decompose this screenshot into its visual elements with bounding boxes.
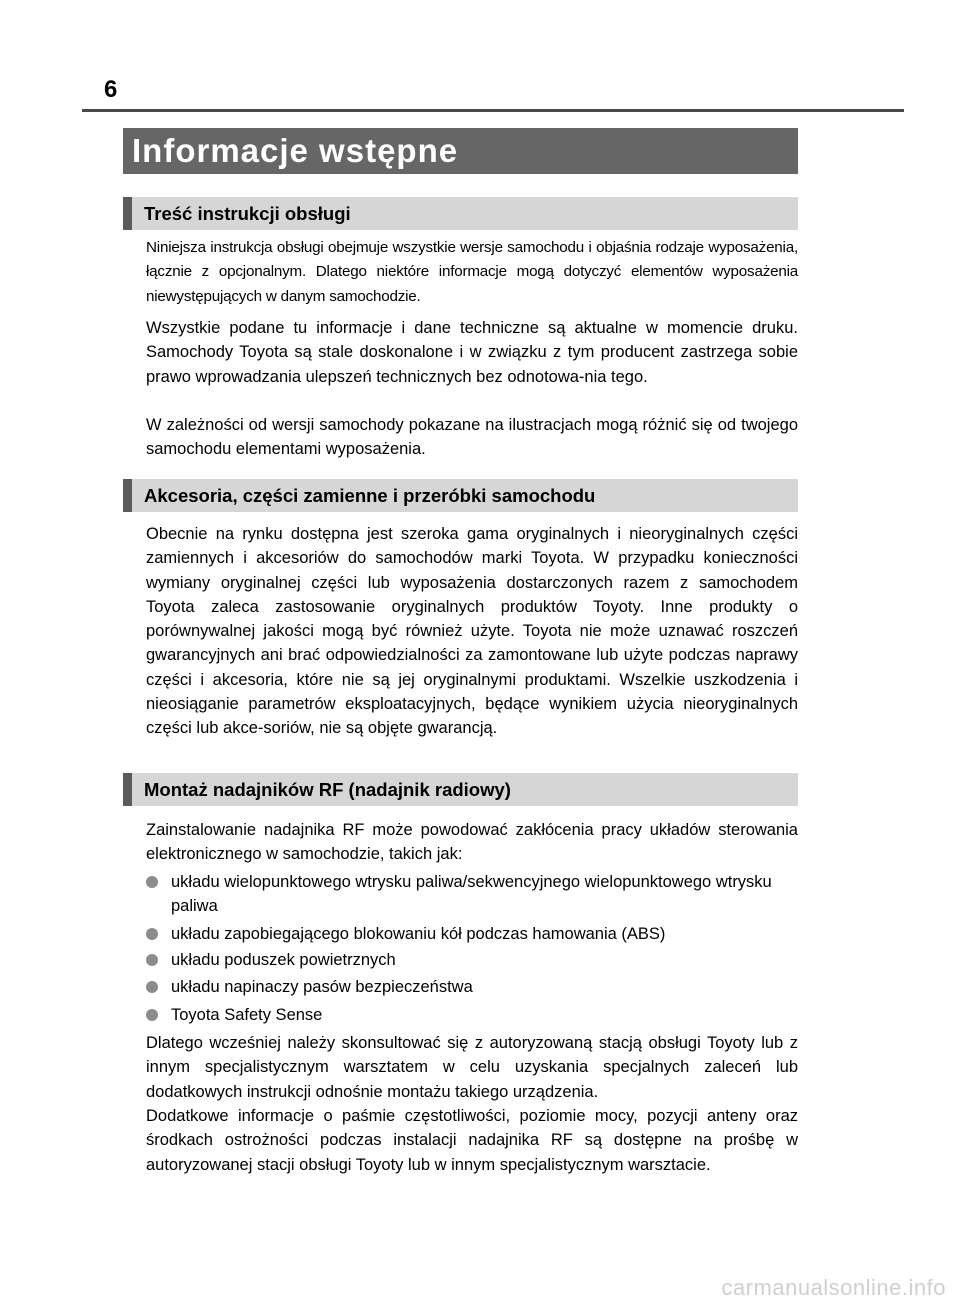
- paragraph: Niniejsza instrukcja obsługi obejmuje wszystkie wersje samochodu i objaśnia rodzaje wyposażenia, łącznie z opcjonalnym. Dlatego niektóre informacje mogą dotyczyć elementów wyposażenia niewystępujących w danym samochodzie.: [146, 239, 798, 305]
- section-marker: [123, 197, 132, 230]
- section-heading: Akcesoria, części zamienne i przeróbki samochodu: [144, 485, 596, 506]
- watermark-text: carmanualsonline.info: [721, 1275, 946, 1300]
- paragraph-intro: Zainstalowanie nadajnika RF może powodować zakłócenia pracy układów sterowania elektronicznego w samochodzie, takich jak:: [146, 821, 798, 864]
- list-item: [146, 975, 798, 999]
- paragraph: W zależności od wersji samochody pokazane na ilustracjach mogą różnić się od twojego samochodu elementami wyposażenia.: [146, 416, 798, 459]
- list-item: [146, 870, 798, 919]
- bullet-dot-icon: [146, 954, 158, 966]
- section-heading: Treść instrukcji obsługi: [144, 203, 351, 224]
- list-item-text: układu napinaczy pasów bezpieczeństwa: [171, 978, 473, 996]
- list-item-text: układu poduszek powietrznych: [171, 951, 396, 969]
- list-item: [146, 1003, 798, 1027]
- page-title-banner: [123, 128, 798, 174]
- page-number: 6: [104, 76, 118, 103]
- section-header-akcesoria: [123, 479, 798, 512]
- section-header-tresc: [123, 197, 798, 230]
- paragraph: Wszystkie podane tu informacje i dane techniczne są aktualne w momencie druku. Samochody Toyota są stale doskonalone i w związku z tym producent zastrzega sobie prawo wprowadzania ulepszeń technicznych bez odnotowa-nia tego.: [146, 319, 798, 386]
- paragraph: Obecnie na rynku dostępna jest szeroka gama oryginalnych i nieoryginalnych części zamiennych i akcesoriów do samochodów marki Toyota. W przypadku konieczności wymiany oryginalnej części lub wyposażenia dostarczonych razem z samochodem Toyota zaleca zastosowanie oryginalnych produktów Toyoty. Inne produkty o porównywalnej jakości mogą być również użyte. Toyota nie może uznawać roszczeń gwarancyjnych ani brać odpowiedzialności za zamontowane lub użyte podczas naprawy części i akcesoria, które nie są jej oryginalnymi produktami. Wszelkie uszkodzenia i nieosiąganie parametrów eksploatacyjnych, będące wynikiem użycia nieoryginalnych części lub akce-soriów, nie są objęte gwarancją.: [146, 525, 798, 738]
- section-marker: [123, 773, 132, 806]
- section-heading: Montaż nadajników RF (nadajnik radiowy): [144, 779, 511, 800]
- page-title: Informacje wstępne: [132, 132, 459, 169]
- section-marker: [123, 479, 132, 512]
- section-header-montaz-rf: [123, 773, 798, 806]
- paragraph: Dodatkowe informacje o paśmie częstotliwości, poziomie mocy, pozycji anteny oraz środkach ostrożności podczas instalacji nadajnika RF są dostępne na prośbę w autoryzowanej stacji obsługi Toyoty lub w innym specjalistycznym warsztacie.: [146, 1107, 798, 1174]
- paragraph: Dlatego wcześniej należy skonsultować się z autoryzowaną stacją obsługi Toyoty lub z innym specjalistycznym warsztatem w celu uzyskania specjalnych zaleceń lub dodatkowych instrukcji odnośnie montażu takiego urządzenia.: [146, 1034, 798, 1101]
- bullet-dot-icon: [146, 981, 158, 993]
- list-item: [146, 948, 798, 972]
- list-item-text: Toyota Safety Sense: [171, 1006, 323, 1024]
- bullet-dot-icon: [146, 876, 158, 888]
- list-item: [146, 922, 798, 946]
- list-item-text: układu zapobiegającego blokowaniu kół podczas hamowania (ABS): [171, 925, 666, 943]
- top-rule: [82, 109, 904, 112]
- list-item-text: układu wielopunktowego wtrysku paliwa/sekwencyjnego wielopunktowego wtrysku paliwa: [171, 873, 772, 916]
- bullet-dot-icon: [146, 928, 158, 940]
- bullet-dot-icon: [146, 1009, 158, 1021]
